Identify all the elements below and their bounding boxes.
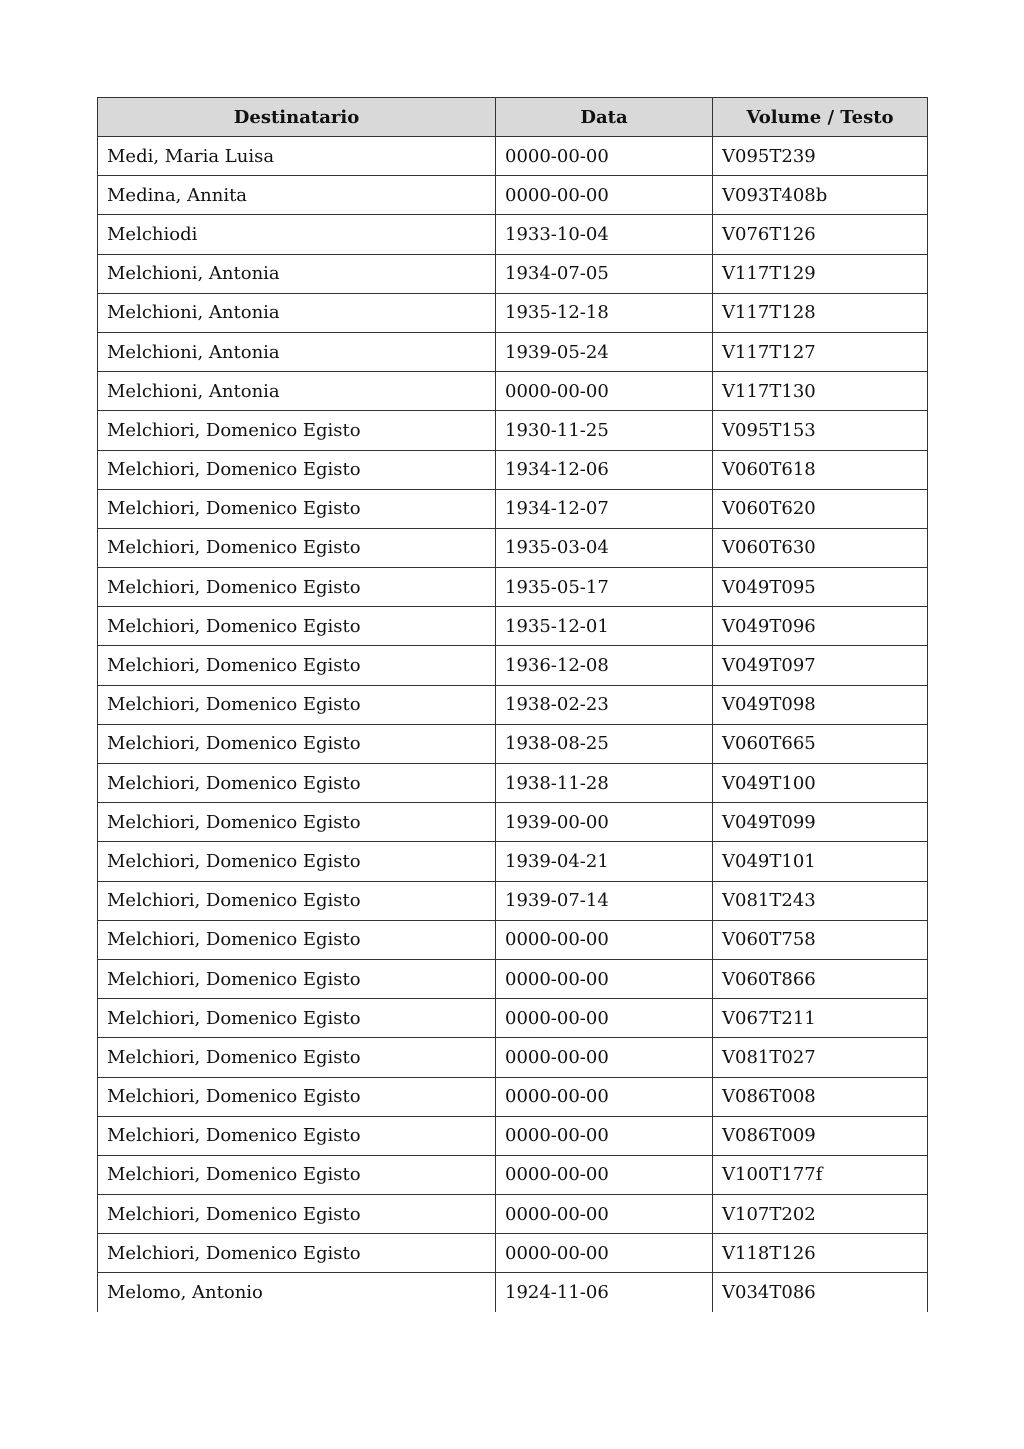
header-data: Data xyxy=(496,98,713,137)
cell-data: 1939-05-24 xyxy=(496,332,713,371)
cell-volume-testo: V117T129 xyxy=(713,254,928,293)
cell-volume-testo: V060T630 xyxy=(713,528,928,567)
recipients-table xyxy=(97,97,928,1312)
cell-destinatario: Melchiori, Domenico Egisto xyxy=(98,1155,496,1194)
cell-volume-testo: V095T153 xyxy=(713,411,928,450)
table-body xyxy=(98,137,928,1313)
cell-volume-testo: V049T097 xyxy=(713,646,928,685)
cell-data: 1934-12-07 xyxy=(496,489,713,528)
table-row xyxy=(98,176,928,215)
cell-data: 1930-11-25 xyxy=(496,411,713,450)
cell-data: 1938-08-25 xyxy=(496,724,713,763)
cell-destinatario: Melchiori, Domenico Egisto xyxy=(98,568,496,607)
cell-volume-testo: V067T211 xyxy=(713,999,928,1038)
table-row xyxy=(98,920,928,959)
table-row xyxy=(98,959,928,998)
table-row xyxy=(98,332,928,371)
cell-destinatario: Melchiori, Domenico Egisto xyxy=(98,685,496,724)
cell-destinatario: Melchiori, Domenico Egisto xyxy=(98,411,496,450)
cell-volume-testo: V081T027 xyxy=(713,1038,928,1077)
cell-destinatario: Melchiodi xyxy=(98,215,496,254)
cell-data: 1938-02-23 xyxy=(496,685,713,724)
cell-destinatario: Melchiori, Domenico Egisto xyxy=(98,607,496,646)
cell-data: 1934-07-05 xyxy=(496,254,713,293)
cell-destinatario: Melchiori, Domenico Egisto xyxy=(98,724,496,763)
cell-destinatario: Melchioni, Antonia xyxy=(98,293,496,332)
cell-destinatario: Melchiori, Domenico Egisto xyxy=(98,1038,496,1077)
cell-destinatario: Melchiori, Domenico Egisto xyxy=(98,1195,496,1234)
cell-destinatario: Melchiori, Domenico Egisto xyxy=(98,842,496,881)
table-row xyxy=(98,1038,928,1077)
cell-volume-testo: V049T095 xyxy=(713,568,928,607)
cell-destinatario: Melchiori, Domenico Egisto xyxy=(98,489,496,528)
cell-volume-testo: V086T008 xyxy=(713,1077,928,1116)
cell-data: 1939-04-21 xyxy=(496,842,713,881)
table-row xyxy=(98,411,928,450)
cell-destinatario: Melchiori, Domenico Egisto xyxy=(98,528,496,567)
cell-data: 1934-12-06 xyxy=(496,450,713,489)
cell-destinatario: Melchiori, Domenico Egisto xyxy=(98,764,496,803)
table-row xyxy=(98,528,928,567)
table-header xyxy=(98,98,928,137)
table-row xyxy=(98,1155,928,1194)
cell-volume-testo: V049T101 xyxy=(713,842,928,881)
table-row xyxy=(98,450,928,489)
cell-data: 0000-00-00 xyxy=(496,1155,713,1194)
cell-volume-testo: V081T243 xyxy=(713,881,928,920)
table-row xyxy=(98,1234,928,1273)
cell-volume-testo: V049T096 xyxy=(713,607,928,646)
cell-destinatario: Melchiori, Domenico Egisto xyxy=(98,881,496,920)
header-volume-testo: Volume / Testo xyxy=(713,98,928,137)
cell-data: 1935-05-17 xyxy=(496,568,713,607)
cell-volume-testo: V049T100 xyxy=(713,764,928,803)
cell-destinatario: Melchiori, Domenico Egisto xyxy=(98,450,496,489)
table-row xyxy=(98,215,928,254)
cell-destinatario: Medi, Maria Luisa xyxy=(98,137,496,176)
table-row xyxy=(98,137,928,176)
cell-data: 0000-00-00 xyxy=(496,137,713,176)
table-row xyxy=(98,607,928,646)
cell-volume-testo: V117T130 xyxy=(713,372,928,411)
cell-destinatario: Melchioni, Antonia xyxy=(98,372,496,411)
cell-data: 1936-12-08 xyxy=(496,646,713,685)
table-row xyxy=(98,1077,928,1116)
cell-data: 1938-11-28 xyxy=(496,764,713,803)
table-row xyxy=(98,1195,928,1234)
table-row xyxy=(98,764,928,803)
table-row xyxy=(98,372,928,411)
cell-data: 0000-00-00 xyxy=(496,372,713,411)
cell-volume-testo: V118T126 xyxy=(713,1234,928,1273)
table-row xyxy=(98,293,928,332)
cell-volume-testo: V060T665 xyxy=(713,724,928,763)
table-row xyxy=(98,685,928,724)
cell-data: 0000-00-00 xyxy=(496,959,713,998)
cell-volume-testo: V095T239 xyxy=(713,137,928,176)
header-destinatario: Destinatario xyxy=(98,98,496,137)
cell-volume-testo: V060T758 xyxy=(713,920,928,959)
table-row xyxy=(98,489,928,528)
table-row xyxy=(98,568,928,607)
cell-destinatario: Melchioni, Antonia xyxy=(98,332,496,371)
cell-volume-testo: V049T098 xyxy=(713,685,928,724)
table-row xyxy=(98,724,928,763)
table-row xyxy=(98,803,928,842)
table-row xyxy=(98,1116,928,1155)
cell-volume-testo: V076T126 xyxy=(713,215,928,254)
cell-destinatario: Melchiori, Domenico Egisto xyxy=(98,1234,496,1273)
cell-data: 0000-00-00 xyxy=(496,1234,713,1273)
cell-data: 1935-03-04 xyxy=(496,528,713,567)
table-row xyxy=(98,881,928,920)
cell-data: 1933-10-04 xyxy=(496,215,713,254)
cell-data: 0000-00-00 xyxy=(496,999,713,1038)
table-row xyxy=(98,999,928,1038)
cell-data: 1935-12-18 xyxy=(496,293,713,332)
cell-destinatario: Melchiori, Domenico Egisto xyxy=(98,1077,496,1116)
cell-destinatario: Medina, Annita xyxy=(98,176,496,215)
table-row xyxy=(98,254,928,293)
cell-volume-testo: V060T866 xyxy=(713,959,928,998)
cell-destinatario: Melchiori, Domenico Egisto xyxy=(98,920,496,959)
cell-destinatario: Melchiori, Domenico Egisto xyxy=(98,959,496,998)
cell-volume-testo: V093T408b xyxy=(713,176,928,215)
cell-data: 0000-00-00 xyxy=(496,920,713,959)
cell-destinatario: Melchiori, Domenico Egisto xyxy=(98,999,496,1038)
cell-data: 0000-00-00 xyxy=(496,1195,713,1234)
table-row xyxy=(98,1273,928,1312)
cell-destinatario: Melchioni, Antonia xyxy=(98,254,496,293)
cell-data: 1939-00-00 xyxy=(496,803,713,842)
table-row xyxy=(98,842,928,881)
cell-volume-testo: V100T177f xyxy=(713,1155,928,1194)
cell-volume-testo: V049T099 xyxy=(713,803,928,842)
cell-data: 0000-00-00 xyxy=(496,1116,713,1155)
cell-data: 1924-11-06 xyxy=(496,1273,713,1312)
cell-volume-testo: V060T620 xyxy=(713,489,928,528)
cell-volume-testo: V117T127 xyxy=(713,332,928,371)
cell-destinatario: Melchiori, Domenico Egisto xyxy=(98,646,496,685)
cell-data: 0000-00-00 xyxy=(496,176,713,215)
cell-volume-testo: V060T618 xyxy=(713,450,928,489)
cell-volume-testo: V117T128 xyxy=(713,293,928,332)
cell-volume-testo: V107T202 xyxy=(713,1195,928,1234)
cell-data: 0000-00-00 xyxy=(496,1038,713,1077)
table-row xyxy=(98,646,928,685)
cell-volume-testo: V034T086 xyxy=(713,1273,928,1312)
cell-data: 1935-12-01 xyxy=(496,607,713,646)
cell-destinatario: Melomo, Antonio xyxy=(98,1273,496,1312)
cell-data: 0000-00-00 xyxy=(496,1077,713,1116)
cell-destinatario: Melchiori, Domenico Egisto xyxy=(98,1116,496,1155)
cell-volume-testo: V086T009 xyxy=(713,1116,928,1155)
cell-destinatario: Melchiori, Domenico Egisto xyxy=(98,803,496,842)
cell-data: 1939-07-14 xyxy=(496,881,713,920)
header-row xyxy=(98,98,928,137)
